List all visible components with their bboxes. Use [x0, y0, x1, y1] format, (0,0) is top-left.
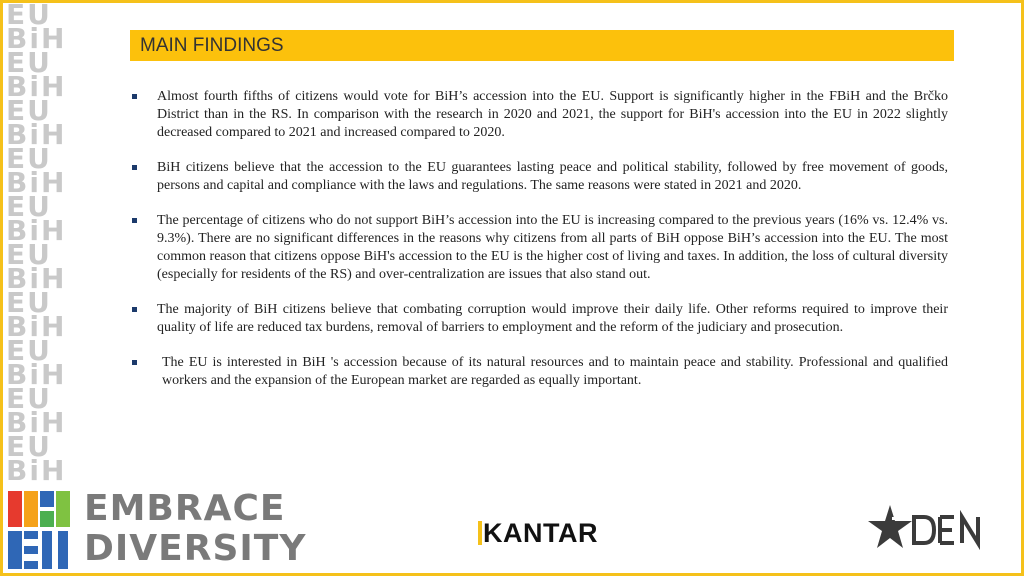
finding-text: Almost fourth fifths of citizens would vote for BiH’s accession into the EU. Support is significantly higher in the FBiH and the Brčko District than in the RS. In comparison with the research in 2020 and 2021, the support for BiH's accession into the EU in 2022 slightly decreased compared to 2021 and increased compared to 2020. [157, 89, 948, 140]
decor-eu-text: EU [6, 382, 52, 415]
list-item [130, 354, 948, 390]
kantar-accent-bar [478, 521, 482, 545]
decorative-pattern [6, 4, 70, 482]
brand-line-2: DIVERSITY [84, 528, 307, 569]
bullet-square-icon [132, 360, 137, 365]
decor-eu-text: EU [6, 430, 52, 463]
kantar-logo [478, 518, 598, 549]
den-d-shape [914, 517, 934, 543]
finding-text: The percentage of citizens who do not support BiH’s accession into the EU is increasing compared to the previous years (16% vs. 12.4% vs. 9.3%). There are no significant differences in the reasons why citizens from all parts of BiH oppose BiH’s accession into the EU. The most common reason that citizens oppose BiH's accession to the EU is the higher cost of living and taxes. In addition, the loss of cultural diversity (especially for residents of the RS) and over-centralization are issues that also stand out. [157, 213, 948, 282]
brand-line-1: EMBRACE [84, 488, 286, 529]
bullet-square-icon [132, 94, 137, 99]
bullet-square-icon [132, 165, 137, 170]
finding-text: The EU is interested in BiH 's accession because of its natural resources and to maintain peace and stability. Professional and qualified workers and the expansion of the European market are regarded as equally important. [162, 355, 948, 388]
decor-bih-text: BiH [6, 310, 67, 343]
decor-bih-text: BiH [6, 22, 67, 55]
list-item [130, 159, 948, 195]
decor-eu-text: EU [6, 4, 52, 31]
decor-bih-text: BiH [6, 406, 67, 439]
findings-list [130, 88, 948, 407]
decor-bih-text: BiH [6, 118, 67, 151]
list-item [130, 301, 948, 337]
decor-bih-text: BiH [6, 262, 67, 295]
decor-eu-text: EU [6, 94, 52, 127]
bullet-square-icon [132, 307, 137, 312]
decor-eu-text: EU [6, 142, 52, 175]
embrace-diversity-logo [8, 488, 307, 571]
finding-text: BiH citizens believe that the accession to the EU guarantees lasting peace and political stability, followed by free movement of goods, persons and capital and compliance with the laws and regulations. The same reasons were stated in 2021 and 2020. [157, 160, 948, 193]
decor-bih-text: BiH [6, 358, 67, 391]
decor-eu-text: EU [6, 334, 52, 367]
list-item [130, 88, 948, 142]
finding-text: The majority of BiH citizens believe that combating corruption would improve their daily life. Other reforms required to improve their quality of life are reduced tax burdens, removal of barriers to employment and the reform of the judiciary and prosecution. [157, 302, 948, 335]
list-item [130, 212, 948, 284]
decor-bih-text: BiH [6, 70, 67, 103]
den-logo [868, 503, 986, 557]
kantar-wordmark: KANTAR [483, 518, 598, 548]
decor-eu-text: EU [6, 238, 52, 271]
decor-bih-text: BiH [6, 454, 67, 482]
decor-eu-text: EU [6, 190, 52, 223]
den-n-shape [962, 517, 978, 543]
brand-tagline [84, 489, 306, 569]
decor-bih-text: BiH [6, 214, 67, 247]
bullet-square-icon [132, 218, 137, 223]
bih-eu-logo-icon [8, 491, 74, 569]
decor-eu-text: EU [6, 46, 52, 79]
decor-eu-text: EU [6, 286, 52, 319]
decor-bih-text: BiH [6, 166, 67, 199]
den-star-icon [868, 505, 912, 548]
page-title: MAIN FINDINGS [130, 30, 954, 61]
den-e-shape [940, 517, 954, 543]
